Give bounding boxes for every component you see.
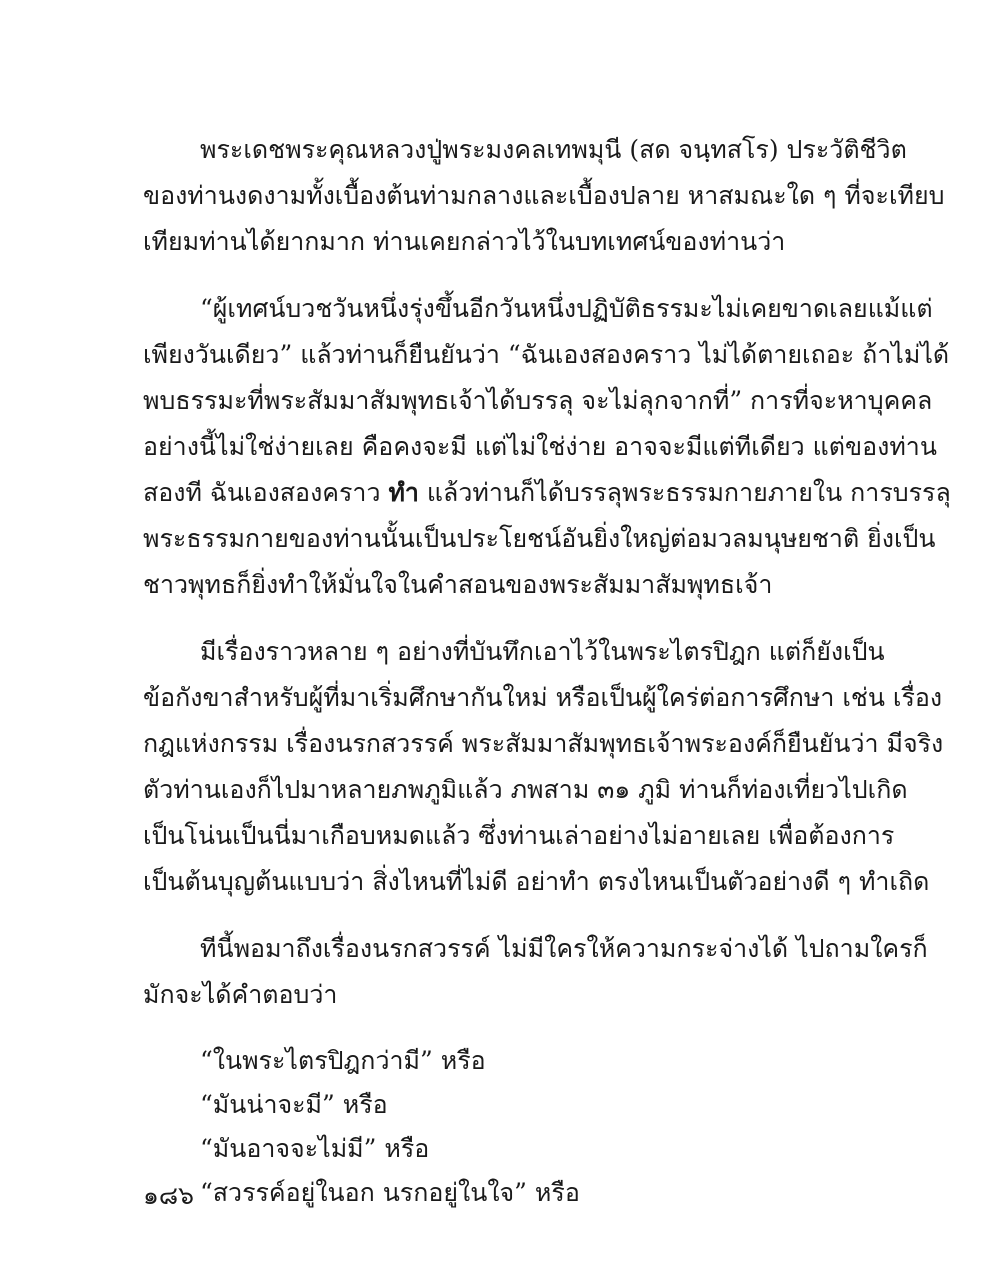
page-number: ๑๘๖ bbox=[143, 1181, 195, 1210]
text-line: เทียมท่านได้ยากมาก ท่านเคยกล่าวไว้ในบทเทศน์ของท่านว่า bbox=[143, 227, 786, 256]
text-line: พระธรรมกายของท่านนั้นเป็นประโยชน์อันยิ่งใหญ่ต่อมวลมนุษยชาติ ยิ่งเป็น bbox=[143, 524, 936, 553]
paragraph-3 bbox=[143, 629, 944, 905]
quote-line: “ในพระไตรปิฎกว่ามี” หรือ bbox=[200, 1046, 486, 1075]
text-line: ตัวท่านเองก็ไปมาหลายภพภูมิแล้ว ภพสาม ๓๑ ภูมิ ท่านก็ท่องเที่ยวไปเกิด bbox=[143, 775, 908, 804]
text-line: มักจะได้คำตอบว่า bbox=[143, 980, 338, 1009]
emphasis-word: ทำ bbox=[388, 478, 419, 507]
quote-line: “มันอาจจะไม่มี” หรือ bbox=[200, 1134, 430, 1163]
text-line: เป็นต้นบุญต้นแบบว่า สิ่งไหนที่ไม่ดี อย่าทำ ตรงไหนเป็นตัวอย่างดี ๆ ทำเถิด bbox=[143, 867, 930, 896]
text-line: เป็นโน่นเป็นนี่มาเกือบหมดแล้ว ซึ่งท่านเล่าอย่างไม่อายเลย เพื่อต้องการ bbox=[143, 821, 895, 850]
text-segment: แล้วท่านก็ได้บรรลุพระธรรมกายภายใน การบรรลุ bbox=[418, 478, 951, 507]
text-line-with-emphasis bbox=[143, 470, 951, 516]
text-line: ของท่านงดงามทั้งเบื้องต้นท่ามกลางและเบื้องปลาย หาสมณะใด ๆ ที่จะเทียบ bbox=[143, 181, 945, 210]
text-line: พระเดชพระคุณหลวงปู่พระมงคลเทพมุนี (สด จนฺทสโร) ประวัติชีวิต bbox=[200, 135, 907, 164]
text-line: อย่างนี้ไม่ใช่ง่ายเลย คือคงจะมี แต่ไม่ใช่ง่าย อาจจะมีแต่ทีเดียว แต่ของท่าน bbox=[143, 432, 937, 461]
text-line: กฎแห่งกรรม เรื่องนรกสวรรค์ พระสัมมาสัมพุทธเจ้าพระองค์ก็ยืนยันว่า มีจริง bbox=[143, 729, 944, 758]
quote-line: “มันน่าจะมี” หรือ bbox=[200, 1090, 388, 1119]
text-line: ข้อกังขาสำหรับผู้ที่มาเริ่มศึกษากันใหม่ หรือเป็นผู้ใคร่ต่อการศึกษา เช่น เรื่อง bbox=[143, 683, 943, 712]
text-line: “ผู้เทศน์บวชวันหนึ่งรุ่งขึ้นอีกวันหนึ่งปฏิบัติธรรมะไม่เคยขาดเลยแม้แต่ bbox=[200, 294, 933, 323]
text-line: เพียงวันเดียว” แล้วท่านก็ยืนยันว่า “ฉันเองสองคราว ไม่ได้ตายเถอะ ถ้าไม่ได้ bbox=[143, 340, 950, 369]
text-line: มีเรื่องราวหลาย ๆ อย่างที่บันทึกเอาไว้ในพระไตรปิฎก แต่ก็ยังเป็น bbox=[200, 637, 885, 666]
quote-line: “สวรรค์อยู่ในอก นรกอยู่ในใจ” หรือ bbox=[200, 1178, 580, 1207]
text-line: ชาวพุทธก็ยิ่งทำให้มั่นใจในคำสอนของพระสัมมาสัมพุทธเจ้า bbox=[143, 570, 773, 599]
text-line: พบธรรมะที่พระสัมมาสัมพุทธเจ้าได้บรรลุ จะไม่ลุกจากที่” การที่จะหาบุคคล bbox=[143, 386, 933, 415]
text-line: ทีนี้พอมาถึงเรื่องนรกสวรรค์ ไม่มีใครให้ความกระจ่างได้ ไปถามใครก็ bbox=[200, 934, 928, 963]
paragraph-4 bbox=[143, 926, 928, 1018]
text-segment: สองที ฉันเองสองคราว bbox=[143, 478, 389, 507]
document-page bbox=[143, 127, 951, 1215]
paragraph-2 bbox=[143, 286, 951, 608]
paragraph-1 bbox=[143, 127, 945, 265]
quote-list bbox=[143, 1039, 855, 1215]
